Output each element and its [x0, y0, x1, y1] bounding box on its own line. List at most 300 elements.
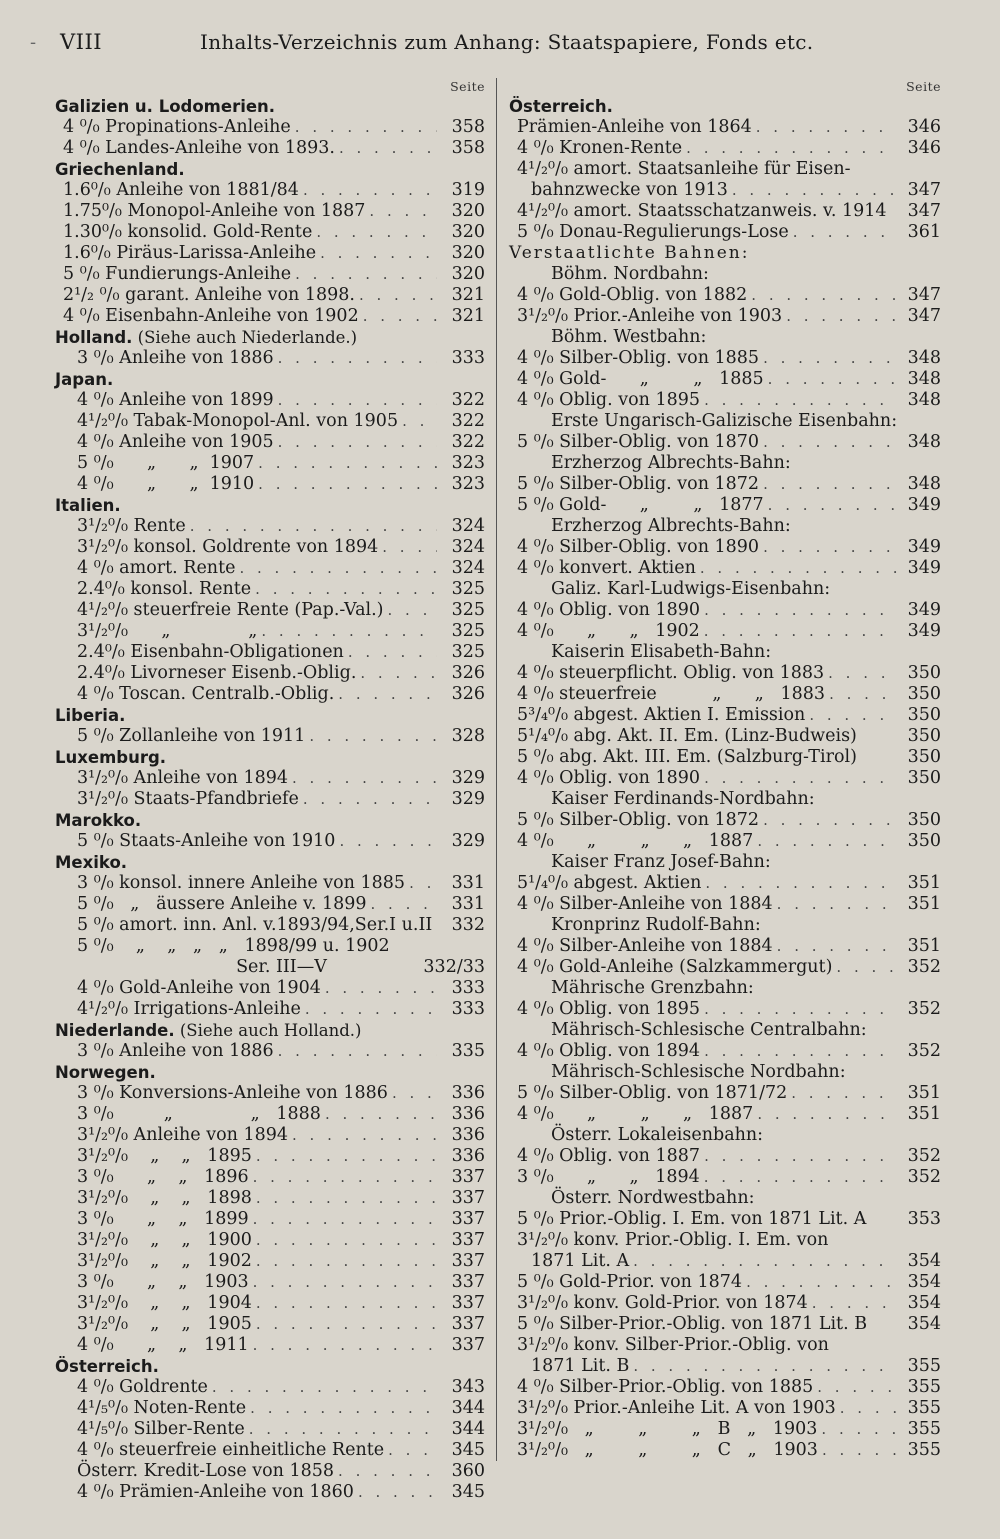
page-ref: 322: [451, 390, 485, 410]
leader-dots: [763, 810, 897, 831]
page-ref: 351: [907, 1083, 941, 1103]
page-ref: 347: [907, 180, 941, 200]
index-entry: [55, 1209, 485, 1230]
index-entry: [509, 1272, 941, 1293]
index-entry: [509, 1251, 941, 1272]
index-entry: [509, 705, 941, 726]
index-entry: [55, 1188, 485, 1209]
index-entry: [55, 1482, 485, 1503]
leader-dots: [392, 1083, 437, 1104]
page-ref: 348: [907, 369, 941, 389]
index-entry: [55, 1041, 485, 1062]
page-ref: 321: [451, 306, 485, 326]
entry-text: 4 ⁰/₀ steuerfreie einheitliche Rente: [77, 1440, 385, 1460]
index-entry: [509, 1398, 941, 1419]
index-entry: [55, 978, 485, 999]
section-title: Marokko.: [55, 811, 142, 830]
leader-dots: [757, 831, 897, 852]
index-entry: [509, 369, 941, 390]
page-ref: 349: [907, 537, 941, 557]
page-ref: 320: [451, 264, 485, 284]
page-ref: 329: [451, 768, 485, 788]
right-column: [496, 78, 941, 1461]
leader-dots: [303, 180, 437, 201]
entry-text: 4 ⁰/₀ konvert. Aktien: [517, 558, 696, 578]
leader-dots: [338, 1461, 437, 1482]
section-title: Österreich.: [55, 1357, 159, 1376]
leader-dots: [763, 537, 897, 558]
page-ref: 344: [451, 1398, 485, 1418]
leader-dots: [256, 1314, 437, 1335]
page-ref: 325: [451, 600, 485, 620]
index-entry: [509, 663, 941, 684]
entry-text: 4 ⁰/₀ Gold-Anleihe von 1904: [77, 978, 321, 998]
entry-text: 3¹/₂⁰/₀ „ „: [77, 621, 258, 641]
index-entry: [509, 180, 941, 201]
page-ref: 350: [907, 768, 941, 788]
page-ref: 332: [451, 915, 485, 935]
index-entry: [55, 1314, 485, 1335]
leader-dots: [212, 1377, 437, 1398]
leader-dots: [793, 222, 897, 243]
index-entry: [55, 1293, 485, 1314]
entry-text: bahnzwecke von 1913: [531, 180, 728, 200]
page-header: [0, 30, 1000, 60]
section-title: Holland.: [55, 328, 133, 347]
entry-text: 3 ⁰/₀ „ „ 1894: [517, 1167, 700, 1187]
leader-dots: [791, 1083, 897, 1104]
index-entry: [509, 138, 941, 159]
entry-text: 1.6⁰/₀ Piräus-Larissa-Anleihe: [63, 243, 317, 263]
index-entry: [55, 285, 485, 306]
entry-text: 4 ⁰/₀ Silber-Anleihe von 1884: [517, 936, 773, 956]
entry-text: 4 ⁰/₀ „ „ „ 1887: [517, 831, 754, 851]
entry-text: 4 ⁰/₀ Kronen-Rente: [517, 138, 683, 158]
index-subheading: [509, 1020, 941, 1041]
index-entry: [509, 684, 941, 705]
leader-dots: [786, 306, 897, 327]
page-ref: 351: [907, 894, 941, 914]
leader-dots: [305, 999, 437, 1020]
page-ref: 355: [907, 1440, 941, 1460]
index-subheading: [509, 642, 941, 663]
page-ref: 320: [451, 222, 485, 242]
entry-text: Mährisch-Schlesische Nordbahn:: [551, 1062, 846, 1082]
leader-dots: [303, 789, 437, 810]
leader-dots: [256, 1146, 437, 1167]
entry-text: 4 ⁰/₀ Oblig. von 1894: [517, 1041, 701, 1061]
entry-text: 5¹/₄⁰/₀ abgest. Aktien: [517, 873, 702, 893]
leader-dots: [700, 558, 897, 579]
leader-dots: [402, 411, 437, 432]
index-subheading: [509, 789, 941, 810]
index-entry: [509, 810, 941, 831]
page-ref: 354: [907, 1272, 941, 1292]
index-subheading: [509, 159, 941, 180]
entry-text: Prämien-Anleihe von 1864: [517, 117, 752, 137]
index-subheading: [509, 453, 941, 474]
page-ref: 348: [907, 390, 941, 410]
leader-dots: [704, 999, 897, 1020]
section-title: Norwegen.: [55, 1063, 156, 1082]
page-ref: 333: [451, 348, 485, 368]
entry-text: 4 ⁰/₀ Oblig. von 1895: [517, 390, 701, 410]
entry-text: 4 ⁰/₀ Goldrente: [77, 1377, 208, 1397]
page-ref: 343: [451, 1377, 485, 1397]
page-ref: 345: [451, 1482, 485, 1502]
page-ref: 351: [907, 1104, 941, 1124]
index-entry: [55, 453, 485, 474]
page-ref: 349: [907, 558, 941, 578]
entry-text: 3¹/₂⁰/₀ Staats-Pfandbriefe: [77, 789, 299, 809]
leader-dots: [253, 1272, 437, 1293]
section-title: Niederlande.: [55, 1021, 175, 1040]
page-ref: 348: [907, 432, 941, 452]
index-entry: [55, 264, 485, 285]
section-heading: [55, 852, 485, 873]
entry-text: 3 ⁰/₀ „ „ 1888: [77, 1104, 321, 1124]
entry-text: 3¹/₂⁰/₀ „ „ 1900: [77, 1230, 252, 1250]
entry-text: 3¹/₂⁰/₀ „ „ „ B „ 1903: [517, 1419, 818, 1439]
entry-text: 1871 Lit. B: [531, 1356, 630, 1376]
leader-dots: [278, 432, 437, 453]
entry-text: 4¹/₅⁰/₀ Noten-Rente: [77, 1398, 247, 1418]
leader-dots: [363, 306, 437, 327]
leader-dots: [256, 1230, 437, 1251]
entry-text: 4¹/₂⁰/₀ steuerfreie Rente (Pap.-Val.): [77, 600, 384, 620]
leader-dots: [828, 663, 897, 684]
entry-text: 4 ⁰/₀ Gold-Anleihe (Salzkammergut): [517, 957, 833, 977]
index-entry: [55, 1398, 485, 1419]
page-ref: 337: [451, 1209, 485, 1229]
entry-text: 3 ⁰/₀ Konversions-Anleihe von 1886: [77, 1083, 388, 1103]
index-subheading: [509, 264, 941, 285]
leader-dots: [278, 390, 437, 411]
page-ref: 336: [451, 1125, 485, 1145]
index-entry: [55, 726, 485, 747]
page-ref: 355: [907, 1377, 941, 1397]
leader-dots: [250, 1398, 437, 1419]
page-ref: 352: [907, 1167, 941, 1187]
index-subheading: [509, 516, 941, 537]
page-ref: 333: [451, 999, 485, 1019]
entry-text: 2.4⁰/₀ Eisenbahn-Obligationen: [77, 642, 344, 662]
index-entry: [509, 285, 941, 306]
leader-dots: [836, 957, 897, 978]
entry-text: 5 ⁰/₀ Donau-Regulierungs-Lose: [517, 222, 789, 242]
entry-text: 3 ⁰/₀ Anleihe von 1886: [77, 1041, 274, 1061]
page-ref: 337: [451, 1293, 485, 1313]
leader-dots: [256, 1251, 437, 1272]
leader-dots: [358, 1482, 437, 1503]
entry-text: Österr. Lokaleisenbahn:: [551, 1125, 764, 1145]
page-ref: 337: [451, 1251, 485, 1271]
index-entry: [509, 1440, 941, 1461]
index-entry: [509, 957, 941, 978]
index-entry: [509, 474, 941, 495]
page-ref: 355: [907, 1398, 941, 1418]
index-entry: [509, 222, 941, 243]
page-ref: 326: [451, 684, 485, 704]
index-entry: [55, 117, 485, 138]
index-entry: [55, 768, 485, 789]
page-ref: 322: [451, 432, 485, 452]
index-entry: [509, 537, 941, 558]
entry-text: Böhm. Westbahn:: [551, 327, 707, 347]
index-entry: [509, 831, 941, 852]
entry-text: Kaiser Franz Josef-Bahn:: [551, 852, 771, 872]
leader-dots: [777, 936, 897, 957]
entry-text: 3¹/₂⁰/₀ „ „ 1898: [77, 1188, 252, 1208]
index-entry: [55, 1125, 485, 1146]
entry-text: 4 ⁰/₀ Prämien-Anleihe von 1860: [77, 1482, 354, 1502]
section-heading: [55, 1356, 485, 1377]
section-title: Galizien u. Lodomerien.: [55, 97, 276, 116]
index-entry: [55, 684, 485, 705]
page-ref: 361: [907, 222, 941, 242]
page-ref: 350: [907, 747, 941, 767]
page-title: Inhalts-Verzeichnis zum Anhang: Staatspapiere, Fonds etc.: [200, 30, 814, 54]
index-entry: [509, 1083, 941, 1104]
section-heading: [55, 705, 485, 726]
entry-text: Erste Ungarisch-Galizische Eisenbahn:: [551, 411, 898, 431]
entry-text: 5 ⁰/₀ Silber-Prior.-Oblig. von 1871 Lit. B: [517, 1314, 868, 1334]
index-entry: [55, 621, 485, 642]
index-entry: [55, 537, 485, 558]
page-ref: 337: [451, 1272, 485, 1292]
section-title: Österreich.: [509, 97, 613, 116]
entry-text: 5 ⁰/₀ Silber-Oblig. von 1871/72: [517, 1083, 788, 1103]
entry-text: 3 ⁰/₀ „ „ 1903: [77, 1272, 249, 1292]
page-number: VIII: [60, 30, 103, 54]
page-ref: 323: [451, 474, 485, 494]
entry-text: 5 ⁰/₀ „ „ 1907: [77, 453, 255, 473]
index-entry: [509, 117, 941, 138]
seite-label: Seite: [906, 79, 941, 94]
index-entry: [55, 411, 485, 432]
leader-dots: [320, 243, 437, 264]
leader-dots: [261, 621, 437, 642]
index-entry: [509, 1419, 941, 1440]
page-ref: 335: [451, 1041, 485, 1061]
index-entry: [509, 495, 941, 516]
page-ref: 347: [907, 285, 941, 305]
page-ref: 352: [907, 999, 941, 1019]
page-ref: 326: [451, 663, 485, 683]
leader-dots: [239, 558, 437, 579]
index-entry: [509, 1314, 941, 1335]
index-entry: [55, 789, 485, 810]
entry-text: 4¹/₂⁰/₀ Irrigations-Anleihe: [77, 999, 301, 1019]
index-entry: [55, 474, 485, 495]
leader-dots: [359, 285, 437, 306]
leader-dots: [278, 348, 437, 369]
index-entry: [509, 873, 941, 894]
index-entry: [509, 894, 941, 915]
leader-dots: [751, 285, 897, 306]
section-title: Mexiko.: [55, 853, 128, 872]
entry-text: 2.4⁰/₀ konsol. Rente: [77, 579, 252, 599]
entry-text: 5 ⁰/₀ amort. inn. Anl. v.1893/94,Ser.I u.II: [77, 915, 433, 935]
leader-dots: [325, 978, 437, 999]
page-ref: 349: [907, 600, 941, 620]
page-ref: 337: [451, 1167, 485, 1187]
leader-dots: [258, 453, 437, 474]
leader-dots: [704, 390, 897, 411]
page-ref: 337: [451, 1314, 485, 1334]
page-ref: 336: [451, 1083, 485, 1103]
entry-text: 3¹/₂⁰/₀ Anleihe von 1894: [77, 768, 288, 788]
leader-dots: [256, 1293, 437, 1314]
entry-text: 4 ⁰/₀ Anleihe von 1899: [77, 390, 274, 410]
entry-text: 5 ⁰/₀ Prior.-Oblig. I. Em. von 1871 Lit. A: [517, 1209, 867, 1229]
leader-dots: [371, 894, 438, 915]
index-entry: [509, 201, 941, 222]
page-ref: 333: [451, 978, 485, 998]
entry-text: 4 ⁰/₀ Oblig. von 1895: [517, 999, 701, 1019]
index-entry: [509, 306, 941, 327]
index-entry: [55, 663, 485, 684]
page-ref: 350: [907, 726, 941, 746]
entry-text: 3¹/₂⁰/₀ Prior.-Anleihe Lit. A von 1903: [517, 1398, 836, 1418]
entry-text: 4 ⁰/₀ „ „ 1911: [77, 1335, 249, 1355]
index-entry: [509, 747, 941, 768]
page-ref: 351: [907, 873, 941, 893]
entry-text: 4 ⁰/₀ Silber-Anleihe von 1884: [517, 894, 773, 914]
index-subheading: [509, 978, 941, 999]
entry-text: 3¹/₂⁰/₀ „ „ 1895: [77, 1146, 252, 1166]
leader-dots: [705, 873, 897, 894]
page-ref: 345: [451, 1440, 485, 1460]
leader-dots: [295, 117, 437, 138]
entry-text: 4 ⁰/₀ Eisenbahn-Anleihe von 1902: [63, 306, 359, 326]
index-subheading: [509, 1188, 941, 1209]
index-entry: [55, 915, 485, 936]
page-ref: 355: [907, 1419, 941, 1439]
page-ref: 329: [451, 831, 485, 851]
entry-text: 3¹/₂⁰/₀ konsol. Goldrente von 1894: [77, 537, 379, 557]
index-entry: [509, 1167, 941, 1188]
leader-dots: [190, 516, 437, 537]
leader-dots: [777, 894, 897, 915]
entry-text: 3¹/₂⁰/₀ konv. Prior.-Oblig. I. Em. von: [517, 1230, 829, 1250]
page-ref: 336: [451, 1104, 485, 1124]
index-entry: [55, 873, 485, 894]
page-ref: 328: [451, 726, 485, 746]
entry-text: Mährisch-Schlesische Centralbahn:: [551, 1020, 867, 1040]
index-entry: [509, 999, 941, 1020]
page-ref: 337: [451, 1188, 485, 1208]
page-ref: 358: [451, 117, 485, 137]
leader-dots: [840, 1398, 897, 1419]
leader-dots: [249, 1419, 437, 1440]
entry-text: 4¹/₅⁰/₀ Silber-Rente: [77, 1419, 245, 1439]
page-ref: 350: [907, 831, 941, 851]
leader-dots: [338, 684, 437, 705]
entry-text: 5¹/₄⁰/₀ abg. Akt. II. Em. (Linz-Budweis): [517, 726, 857, 746]
entry-text: 3 ⁰/₀ „ „ 1899: [77, 1209, 249, 1229]
page-ref: 325: [451, 621, 485, 641]
entry-text: Ser. III—V: [97, 957, 327, 977]
entry-text: 4 ⁰/₀ „ „ „ 1887: [517, 1104, 754, 1124]
page-ref: 324: [451, 537, 485, 557]
section-note: (Siehe auch Holland.): [174, 1021, 362, 1040]
leader-dots: [255, 579, 437, 600]
index-entry: [509, 1146, 941, 1167]
page-ref: 354: [907, 1293, 941, 1313]
index-entry: [55, 201, 485, 222]
page-ref: 323: [451, 453, 485, 473]
index-entry: [55, 222, 485, 243]
entry-text: 3 ⁰/₀ Anleihe von 1886: [77, 348, 274, 368]
leader-dots: [295, 264, 437, 285]
leader-dots: [768, 369, 897, 390]
leader-dots: [339, 138, 437, 159]
page-ref: 348: [907, 348, 941, 368]
leader-dots: [388, 1440, 437, 1461]
section-title: Japan.: [55, 370, 114, 389]
index-entry: [55, 1335, 485, 1356]
entry-text: 4 ⁰/₀ Toscan. Centralb.-Oblig.: [77, 684, 335, 704]
leader-dots: [253, 1167, 437, 1188]
leader-dots: [409, 873, 437, 894]
leader-dots: [822, 1440, 897, 1461]
index-subheading: [509, 915, 941, 936]
entry-text: 1.6⁰/₀ Anleihe von 1881/84: [63, 180, 299, 200]
index-entry: [509, 432, 941, 453]
index-entry: [509, 1209, 941, 1230]
leader-dots: [633, 1251, 897, 1272]
index-subheading: [509, 1125, 941, 1146]
index-entry: [55, 1146, 485, 1167]
page-ref: 358: [451, 138, 485, 158]
page-ref: 346: [907, 138, 941, 158]
leader-dots: [704, 1146, 897, 1167]
entry-text: Böhm. Nordbahn:: [551, 264, 709, 284]
page-ref: 320: [451, 243, 485, 263]
section-heading: [509, 96, 941, 117]
index-entry: [55, 1377, 485, 1398]
entry-text: Kaiser Ferdinands-Nordbahn:: [551, 789, 815, 809]
leader-dots: [686, 138, 897, 159]
entry-text: Kronprinz Rudolf-Bahn:: [551, 915, 761, 935]
leader-dots: [704, 1167, 897, 1188]
page-ref: 344: [451, 1419, 485, 1439]
index-entry: [509, 348, 941, 369]
page-ref: 336: [451, 1146, 485, 1166]
page-ref: 353: [907, 1209, 941, 1229]
entry-text: 3¹/₂⁰/₀ Anleihe von 1894: [77, 1125, 288, 1145]
page-ref: 350: [907, 705, 941, 725]
index-entry: [55, 1440, 485, 1461]
entry-text: 5 ⁰/₀ abg. Akt. III. Em. (Salzburg-Tirol): [517, 747, 857, 767]
page-ref: 322: [451, 411, 485, 431]
entry-text: 4 ⁰/₀ Propinations-Anleihe: [63, 117, 291, 137]
index-entry: [509, 1356, 941, 1377]
index-entry: [55, 1419, 485, 1440]
index-entry: [55, 306, 485, 327]
index-entry: [509, 1041, 941, 1062]
leader-dots: [757, 1104, 897, 1125]
entry-text: 3¹/₂⁰/₀ Rente: [77, 516, 186, 536]
leader-dots: [704, 600, 897, 621]
page-ref: 351: [907, 936, 941, 956]
page-ref: 321: [451, 285, 485, 305]
entry-text: 5 ⁰/₀ Gold-Prior. von 1874: [517, 1272, 743, 1292]
entry-text: 2¹/₂ ⁰/₀ garant. Anleihe von 1898.: [63, 285, 355, 305]
index-entry: [509, 600, 941, 621]
leader-dots: [325, 1104, 437, 1125]
